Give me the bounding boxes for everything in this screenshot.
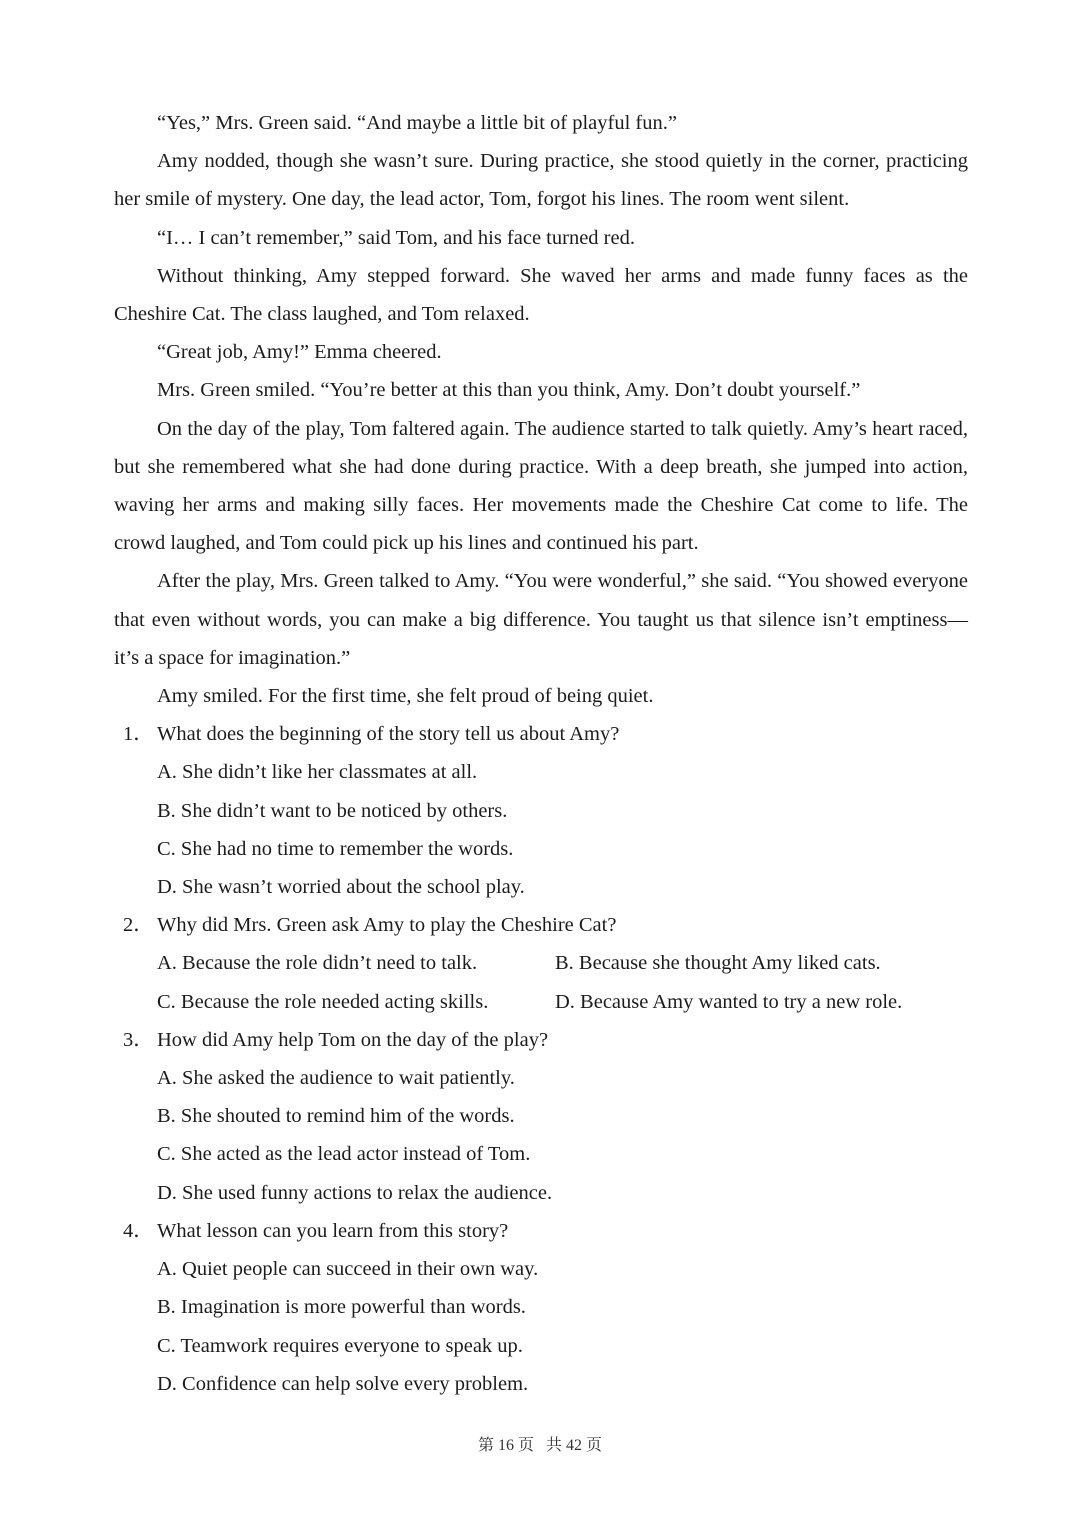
page-total: 共 42 页: [546, 1437, 603, 1454]
story-paragraph: After the play, Mrs. Green talked to Amy. “You were wonderful,” she said. “You showed everyone that even without words, you can make a big difference. You taught us that silence isn’t emptiness— it’s a space for imagination.”: [114, 570, 968, 669]
option-c: C. She acted as the lead actor instead of Tom.: [157, 1143, 531, 1166]
question-number: 4．: [123, 1219, 154, 1242]
option-a: A. Quiet people can succeed in their own way.: [157, 1258, 539, 1281]
document-page: [114, 104, 968, 1403]
story-paragraph: Amy smiled. For the first time, she felt proud of being quiet.: [157, 685, 654, 708]
option-d: D. She used funny actions to relax the audience.: [157, 1181, 553, 1204]
story-paragraph: Without thinking, Amy stepped forward. She waved her arms and made funny faces as the Cheshire Cat. The class laughed, and Tom relaxed.: [114, 264, 968, 326]
story-paragraph: Mrs. Green smiled. “You’re better at this than you think, Amy. Don’t doubt yourself.”: [157, 379, 861, 402]
option-row: [157, 983, 968, 1021]
question-text: What lesson can you learn from this story?: [157, 1219, 509, 1242]
question-2-options: [114, 944, 968, 1020]
question-2: [114, 906, 968, 944]
question-3-options: [114, 1059, 968, 1212]
story-paragraph: On the day of the play, Tom faltered again. The audience started to talk quietly. Amy’s heart raced, but she remembered what she had done during practice. With a deep breath, she jumped into action, waving her arms and making silly faces. Her movements made the Cheshire Cat come to life. The crowd laughed, and Tom could pick up his lines and continued his part.: [114, 417, 968, 555]
question-3: [114, 1021, 968, 1059]
option-a: A. Because the role didn’t need to talk.: [157, 952, 478, 975]
option-d: D. She wasn’t worried about the school play.: [157, 876, 525, 899]
option-b: B. She didn’t want to be noticed by others.: [157, 799, 508, 822]
option-row: [157, 944, 968, 982]
question-4: [114, 1212, 968, 1250]
page-number: 第 16 页: [477, 1437, 534, 1454]
option-c: C. She had no time to remember the words.: [157, 837, 514, 860]
page-footer: [0, 1432, 1080, 1455]
question-text: How did Amy help Tom on the day of the play?: [157, 1028, 549, 1051]
question-1: [114, 715, 968, 753]
question-number: 1．: [123, 723, 154, 746]
option-c: C. Teamwork requires everyone to speak up.: [157, 1334, 523, 1357]
option-c: C. Because the role needed acting skills.: [157, 990, 489, 1013]
option-b: B. She shouted to remind him of the words.: [157, 1105, 515, 1128]
question-text: What does the beginning of the story tell us about Amy?: [157, 723, 620, 746]
story-paragraph: “Great job, Amy!” Emma cheered.: [157, 341, 442, 364]
story-paragraph: “I… I can’t remember,” said Tom, and his face turned red.: [157, 226, 635, 249]
question-text: Why did Mrs. Green ask Amy to play the Cheshire Cat?: [157, 914, 617, 937]
story-paragraph: Amy nodded, though she wasn’t sure. During practice, she stood quietly in the corner, practicing her smile of mystery. One day, the lead actor, Tom, forgot his lines. The room went silent.: [114, 150, 968, 211]
option-a: A. She asked the audience to wait patiently.: [157, 1067, 515, 1090]
question-1-options: [114, 753, 968, 906]
option-b: B. Because she thought Amy liked cats.: [555, 952, 881, 975]
option-a: A. She didn’t like her classmates at all.: [157, 761, 478, 784]
option-b: B. Imagination is more powerful than words.: [157, 1296, 526, 1319]
option-d: D. Confidence can help solve every problem.: [157, 1372, 529, 1395]
story-paragraph: “Yes,” Mrs. Green said. “And maybe a little bit of playful fun.”: [157, 112, 677, 134]
question-4-options: [114, 1250, 968, 1403]
question-number: 3．: [123, 1028, 154, 1051]
question-number: 2．: [123, 914, 154, 937]
option-d: D. Because Amy wanted to try a new role.: [555, 990, 903, 1013]
